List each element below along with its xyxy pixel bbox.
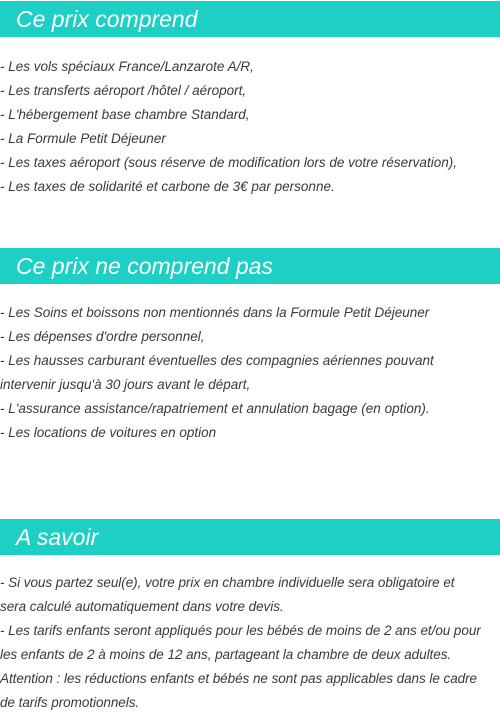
section-title-price-includes: Ce prix comprend [0, 1, 500, 37]
list-item: - L'hébergement base chambre Standard, [0, 107, 250, 122]
list-item: Attention : les réductions enfants et bébés ne sont pas applicables dans le cadre [0, 671, 478, 686]
list-item: - Les transferts aéroport /hôtel / aéroport, [0, 83, 247, 98]
price-includes-list [0, 55, 500, 199]
list-item: - Les Soins et boissons non mentionnés dans la Formule Petit Déjeuner [0, 305, 430, 320]
list-item: sera calculé automatiquement dans votre devis. [0, 599, 284, 614]
good-to-know-list [0, 571, 500, 715]
list-item: intervenir jusqu'à 30 jours avant le départ, [0, 377, 251, 392]
list-item: - Les taxes aéroport (sous réserve de modification lors de votre réservation), [0, 155, 457, 170]
section-title-price-excludes: Ce prix ne comprend pas [0, 248, 500, 284]
section-title-good-to-know: A savoir [0, 519, 500, 555]
list-item: les enfants de 2 à moins de 12 ans, partageant la chambre de deux adultes. [0, 647, 452, 662]
list-item: - La Formule Petit Déjeuner [0, 131, 166, 146]
list-item: - Les taxes de solidarité et carbone de 3€ par personne. [0, 179, 335, 194]
list-item: - Si vous partez seul(e), votre prix en chambre individuelle sera obligatoire et [0, 575, 455, 590]
list-item: de tarifs promotionnels. [0, 695, 140, 710]
list-item: - Les vols spéciaux France/Lanzarote A/R, [0, 59, 254, 74]
list-item: - Les hausses carburant éventuelles des compagnies aériennes pouvant [0, 353, 434, 368]
list-item: - Les locations de voitures en option [0, 425, 217, 440]
list-item: - Les dépenses d'ordre personnel, [0, 329, 205, 344]
list-item: - Les tarifs enfants seront appliqués pour les bébés de moins de 2 ans et/ou pour [0, 623, 481, 638]
price-excludes-list [0, 301, 500, 445]
list-item: - L'assurance assistance/rapatriement et annulation bagage (en option). [0, 401, 430, 416]
